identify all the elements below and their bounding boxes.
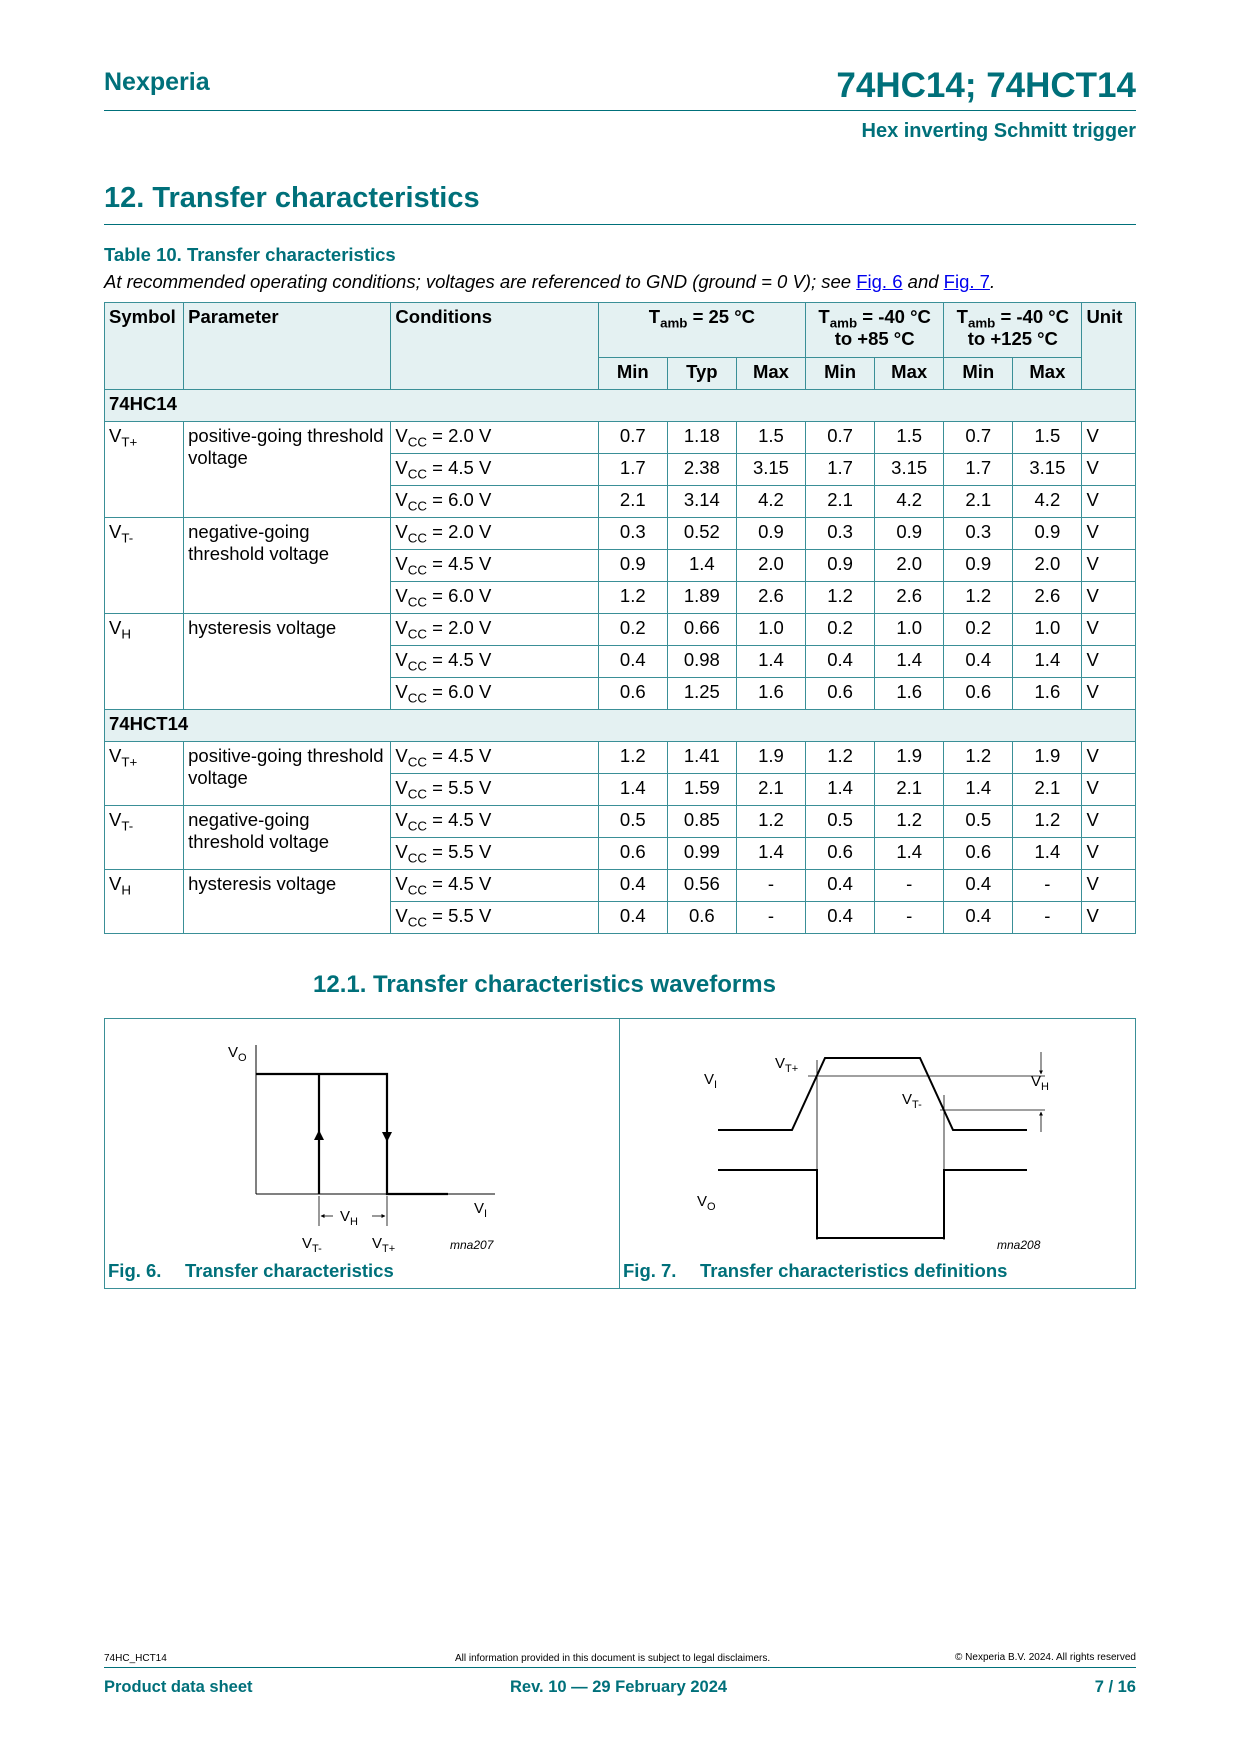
value-cell: 0.4 bbox=[598, 870, 667, 902]
value-cell: 0.3 bbox=[598, 518, 667, 550]
unit-cell: V bbox=[1082, 486, 1136, 518]
value-cell: 1.5 bbox=[736, 422, 805, 454]
value-cell: 2.38 bbox=[667, 454, 736, 486]
value-cell: - bbox=[1013, 902, 1082, 934]
value-cell: 1.2 bbox=[806, 742, 875, 774]
footer-doc-id: 74HC_HCT14 bbox=[104, 1653, 167, 1664]
header-max: Max bbox=[736, 358, 805, 390]
value-cell: 0.99 bbox=[667, 838, 736, 870]
symbol-cell: $V_H$ bbox=[105, 870, 184, 934]
value-cell: 1.9 bbox=[736, 742, 805, 774]
value-cell: 3.15 bbox=[875, 454, 944, 486]
fig6-vtplus-label: $V_{T+}$ bbox=[372, 1235, 396, 1255]
value-cell: 0.6 bbox=[944, 678, 1013, 710]
value-cell: 1.4 bbox=[875, 838, 944, 870]
value-cell: 0.98 bbox=[667, 646, 736, 678]
value-cell: 1.2 bbox=[944, 582, 1013, 614]
footer-doc-type: Product data sheet bbox=[104, 1678, 253, 1696]
condition-cell: $V_{CC} = 6.0$ V bbox=[391, 678, 598, 710]
value-cell: 1.4 bbox=[736, 646, 805, 678]
fig6-vtminus-label: $V_{T-}$ bbox=[302, 1235, 322, 1255]
value-cell: 0.9 bbox=[598, 550, 667, 582]
unit-cell: V bbox=[1082, 838, 1136, 870]
value-cell: 1.4 bbox=[875, 646, 944, 678]
fig6-vo-label: $V_O$ bbox=[228, 1044, 247, 1064]
value-cell: - bbox=[1013, 870, 1082, 902]
value-cell: 0.4 bbox=[598, 902, 667, 934]
header-max: Max bbox=[875, 358, 944, 390]
symbol-cell: $V_H$ bbox=[105, 614, 184, 710]
value-cell: 0.2 bbox=[598, 614, 667, 646]
value-cell: 2.1 bbox=[598, 486, 667, 518]
value-cell: 1.0 bbox=[736, 614, 805, 646]
parameter-cell: negative-going threshold voltage bbox=[184, 806, 391, 870]
value-cell: 1.4 bbox=[598, 774, 667, 806]
value-cell: 1.6 bbox=[1013, 678, 1082, 710]
table-note-and: and bbox=[902, 271, 944, 292]
value-cell: 0.9 bbox=[875, 518, 944, 550]
value-cell: 1.18 bbox=[667, 422, 736, 454]
value-cell: 1.5 bbox=[875, 422, 944, 454]
value-cell: 0.6 bbox=[598, 838, 667, 870]
value-cell: 1.41 bbox=[667, 742, 736, 774]
fig7-code: mna208 bbox=[997, 1238, 1041, 1252]
value-cell: 2.6 bbox=[736, 582, 805, 614]
fig6-link[interactable]: Fig. 6 bbox=[856, 271, 903, 292]
value-cell: 1.2 bbox=[1013, 806, 1082, 838]
group-name: 74HC14 bbox=[105, 390, 1136, 422]
parameter-cell: negative-going threshold voltage bbox=[184, 518, 391, 614]
value-cell: 0.7 bbox=[806, 422, 875, 454]
unit-cell: V bbox=[1082, 742, 1136, 774]
condition-cell: $V_{CC} = 4.5$ V bbox=[391, 454, 598, 486]
unit-cell: V bbox=[1082, 870, 1136, 902]
value-cell: 1.2 bbox=[736, 806, 805, 838]
header-conditions: Conditions bbox=[391, 303, 598, 390]
value-cell: 2.1 bbox=[736, 774, 805, 806]
value-cell: 1.7 bbox=[806, 454, 875, 486]
value-cell: 2.0 bbox=[736, 550, 805, 582]
value-cell: 2.6 bbox=[875, 582, 944, 614]
fig6-hysteresis-curve bbox=[256, 1074, 448, 1194]
unit-cell: V bbox=[1082, 422, 1136, 454]
fig7-vh-label: $V_H$ bbox=[1031, 1073, 1049, 1093]
unit-cell: V bbox=[1082, 454, 1136, 486]
value-cell: 1.2 bbox=[875, 806, 944, 838]
unit-cell: V bbox=[1082, 550, 1136, 582]
value-cell: 1.9 bbox=[1013, 742, 1082, 774]
header-min: Min bbox=[598, 358, 667, 390]
unit-cell: V bbox=[1082, 902, 1136, 934]
footer-disclaimer: All information provided in this document is subject to legal disclaimers. bbox=[455, 1653, 771, 1664]
value-cell: 3.15 bbox=[736, 454, 805, 486]
fig6-vh-label: $V_H$ bbox=[340, 1208, 358, 1228]
symbol-cell: $V_{T+}$ bbox=[105, 742, 184, 806]
value-cell: 0.3 bbox=[806, 518, 875, 550]
value-cell: 0.4 bbox=[944, 902, 1013, 934]
value-cell: 0.9 bbox=[1013, 518, 1082, 550]
footer-copyright: © Nexperia B.V. 2024. All rights reserved bbox=[955, 1652, 1136, 1663]
condition-cell: $V_{CC} = 4.5$ V bbox=[391, 806, 598, 838]
value-cell: - bbox=[736, 870, 805, 902]
symbol-cell: $V_{T+}$ bbox=[105, 422, 184, 518]
fig7-label: Fig. 7. bbox=[623, 1260, 677, 1281]
header-symbol: Symbol bbox=[105, 303, 184, 390]
header-min: Min bbox=[944, 358, 1013, 390]
condition-cell: $V_{CC} = 5.5$ V bbox=[391, 902, 598, 934]
value-cell: 1.25 bbox=[667, 678, 736, 710]
value-cell: 2.0 bbox=[1013, 550, 1082, 582]
value-cell: 0.4 bbox=[806, 902, 875, 934]
fig6-axes bbox=[256, 1045, 495, 1194]
unit-cell: V bbox=[1082, 806, 1136, 838]
parameter-cell: positive-going threshold voltage bbox=[184, 422, 391, 518]
value-cell: 0.4 bbox=[806, 870, 875, 902]
header-unit: Unit bbox=[1082, 303, 1136, 390]
value-cell: 0.5 bbox=[598, 806, 667, 838]
fig7-input-waveform bbox=[718, 1058, 1027, 1130]
condition-cell: $V_{CC} = 4.5$ V bbox=[391, 870, 598, 902]
unit-cell: V bbox=[1082, 646, 1136, 678]
value-cell: 0.9 bbox=[736, 518, 805, 550]
value-cell: 0.5 bbox=[806, 806, 875, 838]
value-cell: 1.2 bbox=[806, 582, 875, 614]
condition-cell: $V_{CC} = 2.0$ V bbox=[391, 422, 598, 454]
document-title: 74HC14; 74HCT14 bbox=[836, 66, 1136, 105]
value-cell: 1.4 bbox=[944, 774, 1013, 806]
condition-cell: $V_{CC} = 2.0$ V bbox=[391, 614, 598, 646]
value-cell: - bbox=[736, 902, 805, 934]
value-cell: 1.89 bbox=[667, 582, 736, 614]
value-cell: 2.0 bbox=[875, 550, 944, 582]
group-name: 74HCT14 bbox=[105, 710, 1136, 742]
value-cell: 0.6 bbox=[806, 678, 875, 710]
fig7-vi-label: $V_I$ bbox=[704, 1071, 718, 1091]
condition-cell: $V_{CC} = 6.0$ V bbox=[391, 486, 598, 518]
fig6-vi-label: $V_I$ bbox=[474, 1200, 488, 1220]
value-cell: 0.85 bbox=[667, 806, 736, 838]
unit-cell: V bbox=[1082, 774, 1136, 806]
value-cell: - bbox=[875, 902, 944, 934]
header-max: Max bbox=[1013, 358, 1082, 390]
value-cell: 1.2 bbox=[944, 742, 1013, 774]
header-min: Min bbox=[806, 358, 875, 390]
value-cell: 0.7 bbox=[944, 422, 1013, 454]
value-cell: 0.56 bbox=[667, 870, 736, 902]
value-cell: 2.1 bbox=[1013, 774, 1082, 806]
header-typ: Typ bbox=[667, 358, 736, 390]
condition-cell: $V_{CC} = 5.5$ V bbox=[391, 838, 598, 870]
value-cell: 0.6 bbox=[944, 838, 1013, 870]
value-cell: 4.2 bbox=[736, 486, 805, 518]
header-tamb-125: $T_{amb} = -40$ °C to +125 °C bbox=[944, 303, 1082, 358]
value-cell: 1.59 bbox=[667, 774, 736, 806]
condition-cell: $V_{CC} = 2.0$ V bbox=[391, 518, 598, 550]
parameter-cell: hysteresis voltage bbox=[184, 870, 391, 934]
footer-page-number: 7 / 16 bbox=[1094, 1678, 1136, 1696]
header-parameter: Parameter bbox=[184, 303, 391, 390]
value-cell: 0.52 bbox=[667, 518, 736, 550]
footer-revision: Rev. 10 — 29 February 2024 bbox=[510, 1678, 728, 1696]
table-note-text: At recommended operating conditions; voltages are referenced to GND (ground = 0 V); see bbox=[104, 271, 857, 292]
value-cell: 4.2 bbox=[1013, 486, 1082, 518]
parameter-cell: positive-going threshold voltage bbox=[184, 742, 391, 806]
brand-logo: Nexperia bbox=[104, 68, 210, 96]
value-cell: 1.6 bbox=[736, 678, 805, 710]
fig7-threshold-lines bbox=[808, 1060, 1045, 1240]
condition-cell: $V_{CC} = 5.5$ V bbox=[391, 774, 598, 806]
value-cell: 1.4 bbox=[1013, 838, 1082, 870]
value-cell: - bbox=[875, 870, 944, 902]
unit-cell: V bbox=[1082, 518, 1136, 550]
value-cell: 1.4 bbox=[667, 550, 736, 582]
fig6-code: mna207 bbox=[450, 1238, 494, 1252]
symbol-cell: $V_{T-}$ bbox=[105, 806, 184, 870]
value-cell: 1.7 bbox=[598, 454, 667, 486]
value-cell: 0.2 bbox=[806, 614, 875, 646]
value-cell: 1.2 bbox=[598, 742, 667, 774]
value-cell: 0.66 bbox=[667, 614, 736, 646]
unit-cell: V bbox=[1082, 582, 1136, 614]
value-cell: 0.4 bbox=[598, 646, 667, 678]
symbol-cell: $V_{T-}$ bbox=[105, 518, 184, 614]
fig7-vo-label: $V_O$ bbox=[697, 1193, 716, 1213]
section-title: 12. Transfer characteristics bbox=[104, 182, 480, 214]
value-cell: 0.6 bbox=[598, 678, 667, 710]
value-cell: 0.4 bbox=[806, 646, 875, 678]
unit-cell: V bbox=[1082, 678, 1136, 710]
value-cell: 1.4 bbox=[1013, 646, 1082, 678]
fig7-vtplus-label: $V_{T+}$ bbox=[775, 1055, 799, 1075]
value-cell: 1.6 bbox=[875, 678, 944, 710]
condition-cell: $V_{CC} = 4.5$ V bbox=[391, 742, 598, 774]
footer-divider bbox=[104, 1667, 1136, 1668]
unit-cell: V bbox=[1082, 614, 1136, 646]
value-cell: 0.9 bbox=[944, 550, 1013, 582]
value-cell: 1.0 bbox=[875, 614, 944, 646]
header-tamb-25: $T_{amb} = 25$ °C bbox=[598, 303, 805, 358]
value-cell: 1.9 bbox=[875, 742, 944, 774]
value-cell: 0.7 bbox=[598, 422, 667, 454]
up-arrow-icon bbox=[314, 1130, 324, 1140]
condition-cell: $V_{CC} = 4.5$ V bbox=[391, 646, 598, 678]
header-tamb-85: $T_{amb} = -40$ °C to +85 °C bbox=[806, 303, 944, 358]
value-cell: 1.4 bbox=[806, 774, 875, 806]
condition-cell: $V_{CC} = 6.0$ V bbox=[391, 582, 598, 614]
subsection-title: 12.1. Transfer characteristics waveforms bbox=[313, 971, 776, 998]
fig7-vtminus-label: $V_{T-}$ bbox=[902, 1091, 922, 1111]
value-cell: 2.1 bbox=[806, 486, 875, 518]
table-caption: Table 10. Transfer characteristics bbox=[104, 244, 396, 265]
document-subtitle: Hex inverting Schmitt trigger bbox=[861, 120, 1136, 142]
fig7-output-waveform bbox=[718, 1170, 1027, 1238]
value-cell: 2.1 bbox=[875, 774, 944, 806]
fig7-caption-text: Transfer characteristics definitions bbox=[700, 1260, 1008, 1281]
fig6-label: Fig. 6. bbox=[108, 1260, 162, 1281]
value-cell: 1.5 bbox=[1013, 422, 1082, 454]
value-cell: 2.1 bbox=[944, 486, 1013, 518]
value-cell: 0.5 bbox=[944, 806, 1013, 838]
value-cell: 3.15 bbox=[1013, 454, 1082, 486]
value-cell: 0.9 bbox=[806, 550, 875, 582]
value-cell: 1.0 bbox=[1013, 614, 1082, 646]
value-cell: 0.3 bbox=[944, 518, 1013, 550]
fig7-link[interactable]: Fig. 7 bbox=[943, 271, 990, 292]
value-cell: 0.2 bbox=[944, 614, 1013, 646]
value-cell: 1.4 bbox=[736, 838, 805, 870]
value-cell: 1.7 bbox=[944, 454, 1013, 486]
down-arrow-icon bbox=[382, 1132, 392, 1142]
value-cell: 1.2 bbox=[598, 582, 667, 614]
parameter-cell: hysteresis voltage bbox=[184, 614, 391, 710]
value-cell: 0.4 bbox=[944, 870, 1013, 902]
value-cell: 2.6 bbox=[1013, 582, 1082, 614]
table-note-end: . bbox=[989, 271, 996, 292]
fig7-caption bbox=[623, 1260, 1007, 1282]
fig6-caption-text: Transfer characteristics bbox=[185, 1260, 394, 1281]
value-cell: 0.6 bbox=[806, 838, 875, 870]
value-cell: 4.2 bbox=[875, 486, 944, 518]
value-cell: 0.4 bbox=[944, 646, 1013, 678]
value-cell: 3.14 bbox=[667, 486, 736, 518]
condition-cell: $V_{CC} = 4.5$ V bbox=[391, 550, 598, 582]
value-cell: 0.6 bbox=[667, 902, 736, 934]
fig6-caption bbox=[108, 1260, 394, 1282]
